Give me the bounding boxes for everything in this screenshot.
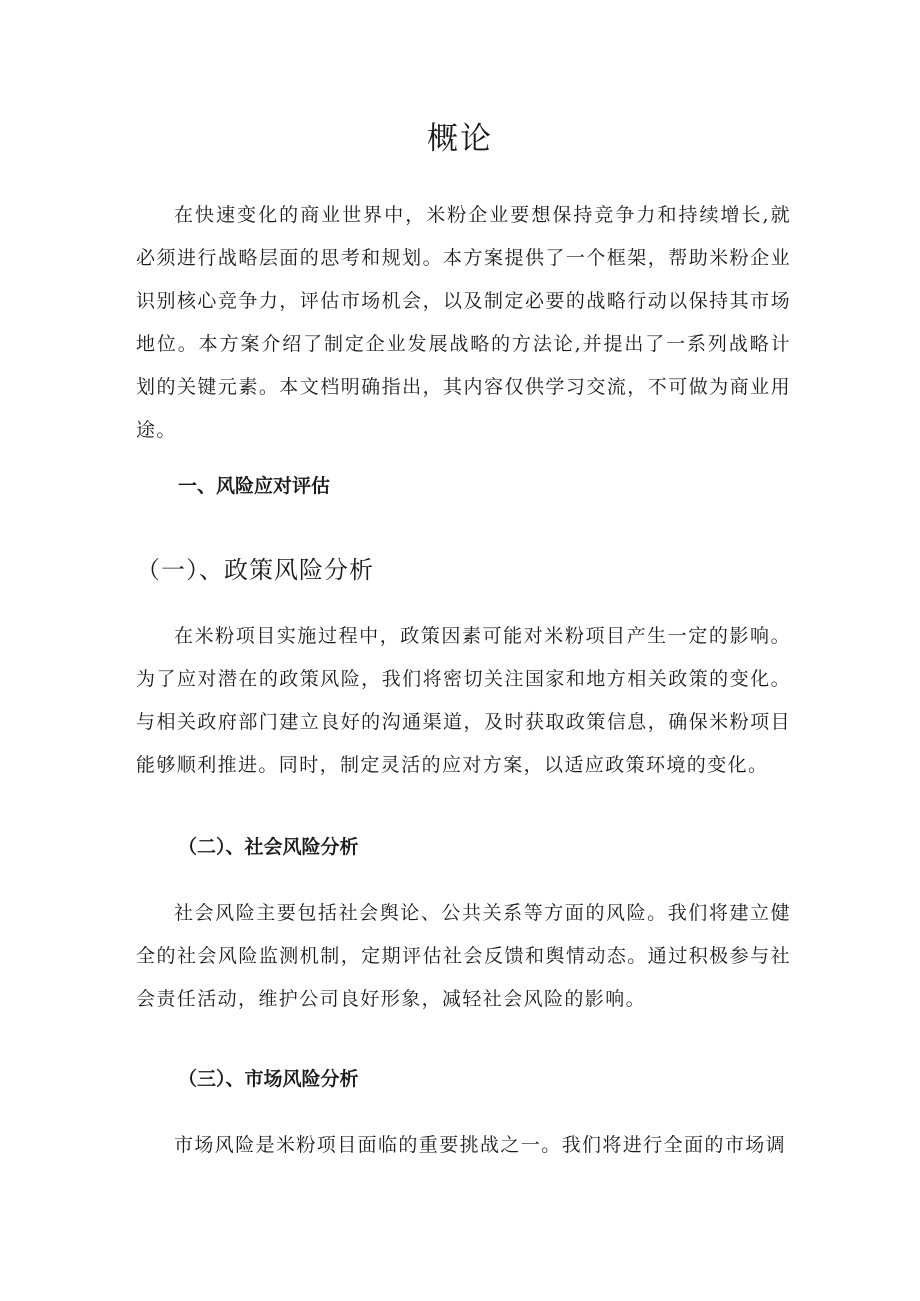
section-heading-risk-assessment: 一、风险应对评估 — [178, 475, 331, 497]
subsection-heading-social-risk: （二）、社会风险分析 — [178, 836, 359, 858]
intro-paragraph: 在快速变化的商业世界中，米粉企业要想保持竞争力和持续增长,就必须进行战略层面的思考和规划。本方案提供了一个框架，帮助米粉企业识别核心竞争力，评估市场机会，以及制定必要的战略行动以保持其市场地位。本方案介绍了制定企业发展战略的方法论,并提出了一系列战略计划的关键元素。本文档明确指出，其内容仅供学习交流，不可做为商业用途。 — [136, 204, 791, 441]
subsection-heading-market-risk: （三）、市场风险分析 — [178, 1068, 359, 1090]
document-title: 概论 — [427, 121, 493, 157]
policy-risk-paragraph: 在米粉项目实施过程中，政策因素可能对米粉项目产生一定的影响。为了应对潜在的政策风险，我们将密切关注国家和地方相关政策的变化。与相关政府部门建立良好的沟通渠道，及时获取政策信息，确保米粉项目能够顺利推进。同时，制定灵活的应对方案，以适应政策环境的变化。 — [136, 625, 791, 776]
subsection-heading-policy-risk: （一）、政策风险分析 — [136, 556, 374, 584]
market-risk-paragraph: 市场风险是米粉项目面临的重要挑战之一。我们将进行全面的市场调 — [174, 1134, 787, 1156]
social-risk-paragraph: 社会风险主要包括社会舆论、公共关系等方面的风险。我们将建立健全的社会风险监测机制，定期评估社会反馈和舆情动态。通过积极参与社会责任活动，维护公司良好形象，减轻社会风险的影响。 — [136, 902, 791, 1010]
